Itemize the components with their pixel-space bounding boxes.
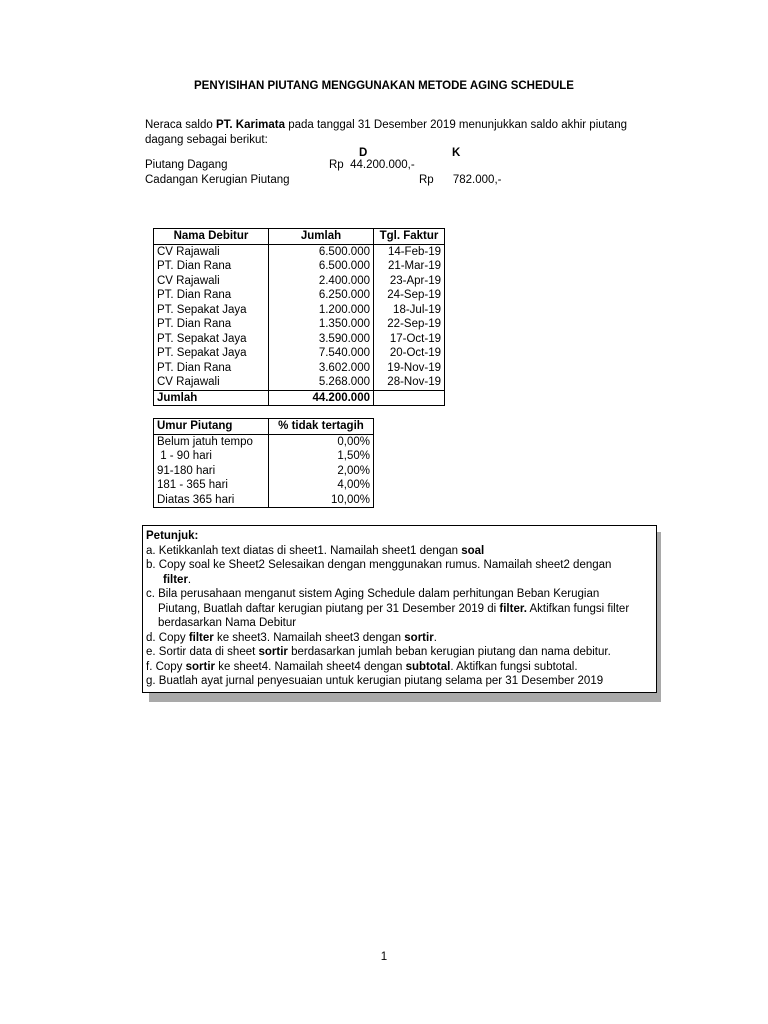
aging-range: Belum jatuh tempo	[154, 434, 269, 449]
debtor-name: PT. Dian Rana	[154, 259, 269, 274]
table-row	[154, 361, 445, 376]
total-row	[154, 390, 445, 406]
instruction-keyword: filter	[188, 631, 214, 644]
instruction-d	[146, 631, 653, 646]
table-row	[154, 493, 374, 508]
instruction-c-cont2	[146, 616, 653, 631]
table-row	[154, 274, 445, 289]
total-value: 44.200.000	[269, 390, 374, 406]
instruction-keyword: soal	[461, 544, 485, 557]
aging-range: 181 - 365 hari	[154, 478, 269, 493]
debtor-name: PT. Dian Rana	[154, 288, 269, 303]
table-header-row	[154, 229, 445, 245]
instruction-a	[146, 544, 653, 559]
total-label: Jumlah	[154, 390, 269, 406]
debtor-name: PT. Sepakat Jaya	[154, 346, 269, 361]
credit-label: K	[452, 147, 461, 159]
column-header: Nama Debitur	[154, 229, 269, 245]
instruction-text: Piutang, Buatlah daftar kerugian piutang per 31 Desember 2019 di	[158, 602, 500, 615]
page-number: 1	[380, 951, 388, 963]
table-row	[154, 244, 445, 259]
debtor-name: CV Rajawali	[154, 274, 269, 289]
debtor-amount: 6.500.000	[269, 244, 374, 259]
column-header: Jumlah	[269, 229, 374, 245]
balance-row-cadangan	[145, 173, 645, 187]
account-name: Piutang Dagang	[145, 159, 228, 171]
debtor-name: PT. Dian Rana	[154, 361, 269, 376]
table-row	[154, 434, 374, 449]
aging-table	[153, 418, 374, 508]
invoice-date: 24-Sep-19	[387, 289, 441, 302]
invoice-date: 21-Mar-19	[387, 260, 441, 273]
debtor-amount: 7.540.000	[269, 346, 374, 361]
invoice-date: 19-Nov-19	[387, 361, 441, 374]
intro-pre: Neraca saldo	[145, 119, 216, 131]
intro-paragraph	[145, 118, 635, 147]
instruction-keyword: filter.	[499, 602, 527, 615]
invoice-date: 17-Oct-19	[389, 332, 441, 345]
instruction-text: . Aktifkan fungsi subtotal.	[450, 660, 578, 673]
instruction-keyword: sortir	[185, 660, 216, 673]
invoice-date: 22-Sep-19	[387, 318, 441, 331]
column-header: % tidak tertagih	[269, 419, 374, 435]
uncollectible-percent: 2,00%	[337, 464, 370, 477]
instruction-f	[146, 660, 653, 675]
invoice-date: 28-Nov-19	[387, 376, 441, 389]
uncollectible-percent: 1,50%	[337, 450, 370, 463]
table-row	[154, 332, 445, 347]
debtor-amount: 3.602.000	[269, 361, 374, 376]
instruction-heading: Petunjuk:	[146, 530, 199, 542]
column-header: Umur Piutang	[154, 419, 269, 435]
debtor-amount: 6.250.000	[269, 288, 374, 303]
debtor-amount: 2.400.000	[269, 274, 374, 289]
instruction-text: g. Buatlah ayat jurnal penyesuaian untuk kerugian piutang selama per 31 Desember 2019	[146, 675, 604, 687]
instruction-b-cont	[146, 573, 653, 588]
instruction-text: .	[433, 631, 437, 644]
invoice-date: 14-Feb-19	[387, 245, 441, 258]
instruction-text: c. Bila perusahaan menganut sistem Aging Schedule dalam perhitungan Beban Kerugian	[146, 588, 600, 600]
table-row	[154, 317, 445, 332]
invoice-date: 18-Jul-19	[393, 303, 441, 316]
instruction-text: berdasarkan jumlah beban kerugian piutang dan nama debitur.	[287, 646, 611, 658]
instruction-keyword: filter	[163, 573, 188, 586]
table-row	[154, 449, 374, 464]
debtor-name: CV Rajawali	[154, 375, 269, 390]
account-amount: Rp 44.200.000,-	[329, 159, 415, 171]
instruction-box	[142, 525, 657, 693]
intro-post: pada tanggal 31 Desember 2019 menunjukkan saldo akhir piutang dagang sebagai berikut:	[145, 119, 628, 146]
debtor-name: PT. Dian Rana	[154, 317, 269, 332]
instruction-c-cont	[146, 602, 653, 617]
instruction-text: e. Sortir data di sheet	[146, 646, 259, 658]
aging-range: Diatas 365 hari	[154, 493, 269, 508]
debtor-table	[153, 228, 445, 406]
column-header: Tgl. Faktur	[374, 229, 445, 245]
table-row	[154, 288, 445, 303]
page-title: PENYISIHAN PIUTANG MENGGUNAKAN METODE AGING SCHEDULE	[194, 80, 574, 92]
account-amount: Rp 782.000,-	[419, 174, 502, 186]
aging-range: 91-180 hari	[154, 464, 269, 479]
instruction-b	[146, 558, 653, 573]
table-row	[154, 478, 374, 493]
instruction-keyword: sortir	[258, 646, 288, 658]
debtor-amount: 1.350.000	[269, 317, 374, 332]
total-empty-cell	[374, 390, 445, 406]
instruction-text: f. Copy	[146, 660, 186, 673]
instruction-text: Aktifkan fungsi filter	[526, 602, 630, 615]
instruction-text: .	[187, 573, 192, 586]
instruction-text: d. Copy	[146, 631, 189, 644]
uncollectible-percent: 10,00%	[330, 493, 370, 506]
table-row	[154, 464, 374, 479]
uncollectible-percent: 0,00%	[337, 435, 370, 448]
table-row	[154, 259, 445, 274]
table-row	[154, 375, 445, 390]
table-header-row	[154, 419, 374, 435]
instruction-keyword: sortir	[404, 631, 434, 644]
account-name: Cadangan Kerugian Piutang	[145, 174, 290, 186]
instruction-text: berdasarkan Nama Debitur	[158, 617, 297, 629]
instruction-g	[146, 674, 653, 689]
company-name: PT. Karimata	[215, 119, 285, 131]
table-row	[154, 303, 445, 318]
debtor-amount: 1.200.000	[269, 303, 374, 318]
balance-row-piutang	[145, 158, 645, 172]
instruction-e	[146, 645, 653, 660]
debtor-amount: 6.500.000	[269, 259, 374, 274]
instruction-text: a. Ketikkanlah text diatas di sheet1. Namailah sheet1 dengan	[146, 544, 462, 557]
invoice-date: 20-Oct-19	[389, 347, 441, 360]
table-row	[154, 346, 445, 361]
instruction-text: b. Copy soal ke Sheet2 Selesaikan dengan menggunakan rumus. Namailah sheet2 dengan	[146, 559, 612, 571]
instruction-c	[146, 587, 653, 602]
debtor-name: PT. Sepakat Jaya	[154, 332, 269, 347]
debit-label: D	[359, 147, 368, 159]
invoice-date: 23-Apr-19	[389, 274, 441, 287]
instruction-keyword: subtotal	[405, 660, 451, 673]
instruction-text: ke sheet4. Namailah sheet4 dengan	[215, 660, 406, 673]
aging-range: 1 - 90 hari	[154, 449, 269, 464]
debtor-amount: 3.590.000	[269, 332, 374, 347]
instruction-text: ke sheet3. Namailah sheet3 dengan	[213, 631, 405, 644]
uncollectible-percent: 4,00%	[337, 479, 370, 492]
debtor-name: CV Rajawali	[154, 244, 269, 259]
debtor-name: PT. Sepakat Jaya	[154, 303, 269, 318]
debtor-amount: 5.268.000	[269, 375, 374, 390]
